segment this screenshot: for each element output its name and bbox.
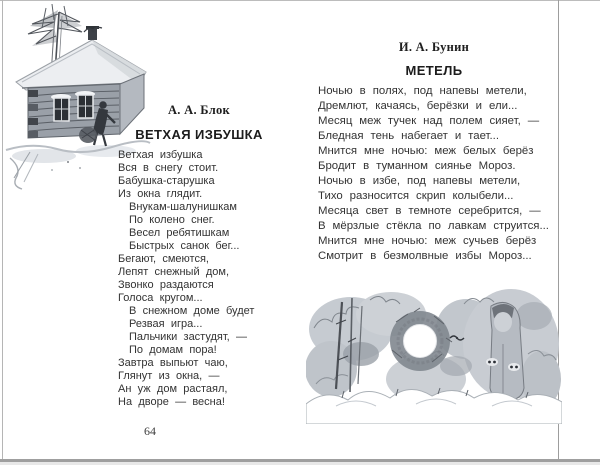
poem-title-vetkhaya-izbushka: ВЕТХАЯ ИЗБУШКА (135, 127, 263, 142)
window (75, 91, 95, 118)
poem-line: Мнится мне ночью: меж белых берёз (318, 145, 534, 157)
poem-line: Звонко раздаются (118, 279, 214, 291)
poem-line: Внукам-шалунишкам (129, 201, 237, 213)
poem-line: Быстрых санок бег... (129, 240, 240, 252)
moroz-figure (486, 302, 524, 400)
poem-line: Из окна глядит. (118, 188, 203, 200)
poem-line: Бродит в туманном сиянье Мороз. (318, 160, 516, 172)
poem-line: Глянут из окна, — (118, 370, 220, 382)
poem-title-metel: МЕТЕЛЬ (405, 63, 463, 78)
poem-line: Мнится мне ночью: меж сучьев берёз (318, 235, 537, 247)
winter-forest-illustration (306, 284, 562, 424)
hut (16, 26, 146, 138)
poem-body-left (118, 149, 298, 409)
poem-line: Ан уж дом растаял, (118, 383, 228, 395)
poem-line: Ветхая избушка (118, 149, 203, 161)
poem-line: Бабушка-старушка (118, 175, 215, 187)
poem-line: Вся в снегу стоит. (118, 162, 219, 174)
poem-line: Лепят снежный дом, (118, 266, 230, 278)
poem-line: Бегают, смеются, (118, 253, 209, 265)
poem-line: Месяца свет в темноте серебрится, — (318, 205, 541, 217)
poem-author-bunin: И. А. Бунин (398, 40, 470, 54)
page-number: 64 (144, 424, 156, 438)
poem-line: Ночью в полях, под напевы метели, (318, 85, 527, 97)
poem-line: Завтра выпьют чаю, (118, 357, 228, 369)
poem-stanza-2 (318, 174, 558, 264)
window (51, 94, 71, 121)
poem-line: В мёрзлые стёкла по лавкам струится... (318, 220, 549, 232)
poem-line: Месяц меж тучек над полем сияет, — (318, 115, 540, 127)
poem-line: В снежном доме будет (129, 305, 255, 317)
poem-line: Резвая игра... (129, 318, 203, 330)
poem-line: Весел ребятишкам (129, 227, 230, 239)
poem-line: Голоса кругом... (118, 292, 203, 304)
scan-edge-top (0, 0, 600, 1)
poem-line: По колено снег. (129, 214, 215, 226)
poem-stanza-1 (318, 84, 558, 174)
poem-line: Пальчики застудят, — (129, 331, 247, 343)
poem-author-blok: А. А. Блок (167, 103, 231, 117)
poem-line: Смотрит в безмолвные избы Мороз... (318, 250, 532, 262)
poem-line: Дремлют, качаясь, берёзки и ели... (318, 100, 518, 112)
poem-line: По домам пора! (129, 344, 217, 356)
poem-line: На дворе — весна! (118, 396, 225, 408)
poem-line: Тихо разносится скрип колыбели... (318, 190, 514, 202)
poem-line: Ночью в избе, под напевы метели, (318, 175, 521, 187)
poem-line: Бледная тень набегает и тает... (318, 130, 499, 142)
